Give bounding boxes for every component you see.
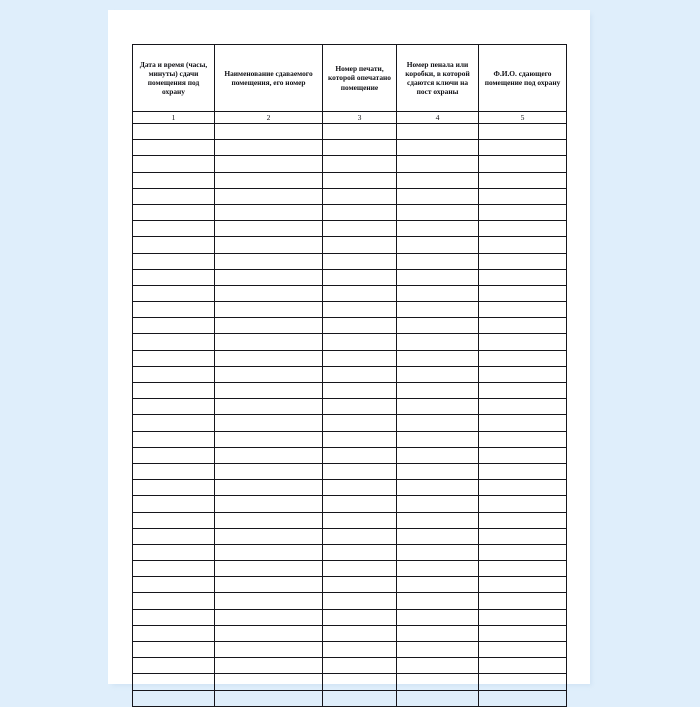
cell-seal-number[interactable] — [323, 577, 397, 593]
cell-person-name[interactable] — [479, 366, 567, 382]
cell-key-case-number[interactable] — [397, 496, 479, 512]
cell-key-case-number[interactable] — [397, 480, 479, 496]
cell-person-name[interactable] — [479, 431, 567, 447]
cell-date-time[interactable] — [133, 156, 215, 172]
table-row[interactable] — [133, 431, 567, 447]
cell-person-name[interactable] — [479, 204, 567, 220]
column-number-2: 2 — [215, 112, 323, 124]
cell-date-time[interactable] — [133, 642, 215, 658]
table-row[interactable] — [133, 302, 567, 318]
cell-room-name[interactable] — [215, 285, 323, 301]
column-number-row — [133, 112, 567, 124]
cell-person-name[interactable] — [479, 512, 567, 528]
cell-key-case-number[interactable] — [397, 431, 479, 447]
register-table — [132, 44, 567, 707]
cell-date-time[interactable] — [133, 188, 215, 204]
table-row[interactable] — [133, 253, 567, 269]
cell-date-time[interactable] — [133, 318, 215, 334]
cell-date-time[interactable] — [133, 463, 215, 479]
table-row[interactable] — [133, 544, 567, 560]
header-row — [133, 45, 567, 112]
table-row[interactable] — [133, 480, 567, 496]
cell-room-name[interactable] — [215, 544, 323, 560]
cell-key-case-number[interactable] — [397, 399, 479, 415]
cell-key-case-number[interactable] — [397, 253, 479, 269]
cell-person-name[interactable] — [479, 269, 567, 285]
form-sheet — [132, 44, 566, 652]
cell-seal-number[interactable] — [323, 512, 397, 528]
cell-room-name[interactable] — [215, 658, 323, 674]
cell-person-name[interactable] — [479, 496, 567, 512]
cell-person-name[interactable] — [479, 544, 567, 560]
cell-key-case-number[interactable] — [397, 642, 479, 658]
cell-room-name[interactable] — [215, 561, 323, 577]
table-row[interactable] — [133, 496, 567, 512]
cell-person-name[interactable] — [479, 674, 567, 690]
cell-person-name[interactable] — [479, 690, 567, 706]
cell-room-name[interactable] — [215, 334, 323, 350]
cell-room-name[interactable] — [215, 625, 323, 641]
cell-person-name[interactable] — [479, 528, 567, 544]
cell-date-time[interactable] — [133, 593, 215, 609]
cell-person-name[interactable] — [479, 302, 567, 318]
cell-key-case-number[interactable] — [397, 156, 479, 172]
cell-seal-number[interactable] — [323, 690, 397, 706]
cell-key-case-number[interactable] — [397, 658, 479, 674]
cell-room-name[interactable] — [215, 528, 323, 544]
table-row[interactable] — [133, 318, 567, 334]
cell-date-time[interactable] — [133, 221, 215, 237]
cell-date-time[interactable] — [133, 658, 215, 674]
table-row[interactable] — [133, 269, 567, 285]
cell-key-case-number[interactable] — [397, 577, 479, 593]
cell-room-name[interactable] — [215, 140, 323, 156]
cell-seal-number[interactable] — [323, 625, 397, 641]
cell-date-time[interactable] — [133, 625, 215, 641]
cell-key-case-number[interactable] — [397, 318, 479, 334]
cell-date-time[interactable] — [133, 544, 215, 560]
table-row[interactable] — [133, 366, 567, 382]
cell-room-name[interactable] — [215, 512, 323, 528]
cell-seal-number[interactable] — [323, 172, 397, 188]
cell-date-time[interactable] — [133, 431, 215, 447]
cell-person-name[interactable] — [479, 221, 567, 237]
cell-key-case-number[interactable] — [397, 140, 479, 156]
cell-seal-number[interactable] — [323, 237, 397, 253]
cell-person-name[interactable] — [479, 480, 567, 496]
cell-date-time[interactable] — [133, 690, 215, 706]
cell-seal-number[interactable] — [323, 124, 397, 140]
cell-room-name[interactable] — [215, 269, 323, 285]
cell-seal-number[interactable] — [323, 463, 397, 479]
cell-person-name[interactable] — [479, 415, 567, 431]
cell-person-name[interactable] — [479, 334, 567, 350]
cell-seal-number[interactable] — [323, 593, 397, 609]
cell-seal-number[interactable] — [323, 334, 397, 350]
cell-room-name[interactable] — [215, 577, 323, 593]
cell-person-name[interactable] — [479, 642, 567, 658]
cell-key-case-number[interactable] — [397, 674, 479, 690]
table-row[interactable] — [133, 188, 567, 204]
cell-seal-number[interactable] — [323, 253, 397, 269]
cell-room-name[interactable] — [215, 318, 323, 334]
cell-room-name[interactable] — [215, 366, 323, 382]
column-header-key-case-number: Номер пенала или коробки, в которой сдаются ключи на пост охраны — [397, 45, 479, 112]
column-header-date-time: Дата и время (часы, минуты) сдачи помещения под охрану — [133, 45, 215, 112]
cell-room-name[interactable] — [215, 674, 323, 690]
cell-key-case-number[interactable] — [397, 204, 479, 220]
table-row[interactable] — [133, 334, 567, 350]
cell-seal-number[interactable] — [323, 528, 397, 544]
cell-room-name[interactable] — [215, 431, 323, 447]
cell-seal-number[interactable] — [323, 496, 397, 512]
cell-room-name[interactable] — [215, 690, 323, 706]
table-row[interactable] — [133, 383, 567, 399]
cell-key-case-number[interactable] — [397, 561, 479, 577]
cell-seal-number[interactable] — [323, 188, 397, 204]
cell-person-name[interactable] — [479, 383, 567, 399]
cell-seal-number[interactable] — [323, 399, 397, 415]
table-row[interactable] — [133, 674, 567, 690]
cell-date-time[interactable] — [133, 124, 215, 140]
cell-date-time[interactable] — [133, 561, 215, 577]
cell-room-name[interactable] — [215, 383, 323, 399]
cell-date-time[interactable] — [133, 383, 215, 399]
cell-key-case-number[interactable] — [397, 625, 479, 641]
cell-key-case-number[interactable] — [397, 447, 479, 463]
table-row[interactable] — [133, 463, 567, 479]
cell-person-name[interactable] — [479, 318, 567, 334]
cell-person-name[interactable] — [479, 350, 567, 366]
cell-date-time[interactable] — [133, 302, 215, 318]
cell-person-name[interactable] — [479, 124, 567, 140]
table-row[interactable] — [133, 528, 567, 544]
cell-key-case-number[interactable] — [397, 237, 479, 253]
cell-room-name[interactable] — [215, 350, 323, 366]
cell-seal-number[interactable] — [323, 366, 397, 382]
cell-person-name[interactable] — [479, 172, 567, 188]
cell-key-case-number[interactable] — [397, 221, 479, 237]
cell-room-name[interactable] — [215, 399, 323, 415]
cell-key-case-number[interactable] — [397, 172, 479, 188]
table-row[interactable] — [133, 172, 567, 188]
cell-key-case-number[interactable] — [397, 366, 479, 382]
column-header-person-name: Ф.И.О. сдающего помещение под охрану — [479, 45, 567, 112]
cell-key-case-number[interactable] — [397, 690, 479, 706]
cell-seal-number[interactable] — [323, 561, 397, 577]
table-row[interactable] — [133, 609, 567, 625]
cell-key-case-number[interactable] — [397, 285, 479, 301]
column-number-5: 5 — [479, 112, 567, 124]
cell-person-name[interactable] — [479, 609, 567, 625]
cell-seal-number[interactable] — [323, 140, 397, 156]
cell-key-case-number[interactable] — [397, 609, 479, 625]
cell-room-name[interactable] — [215, 463, 323, 479]
cell-key-case-number[interactable] — [397, 302, 479, 318]
cell-date-time[interactable] — [133, 512, 215, 528]
cell-person-name[interactable] — [479, 561, 567, 577]
table-row[interactable] — [133, 237, 567, 253]
table-row[interactable] — [133, 399, 567, 415]
cell-date-time[interactable] — [133, 269, 215, 285]
table-row[interactable] — [133, 447, 567, 463]
column-number-4: 4 — [397, 112, 479, 124]
cell-key-case-number[interactable] — [397, 334, 479, 350]
cell-key-case-number[interactable] — [397, 415, 479, 431]
cell-date-time[interactable] — [133, 609, 215, 625]
cell-person-name[interactable] — [479, 140, 567, 156]
column-number-1: 1 — [133, 112, 215, 124]
cell-seal-number[interactable] — [323, 431, 397, 447]
cell-key-case-number[interactable] — [397, 528, 479, 544]
cell-room-name[interactable] — [215, 302, 323, 318]
cell-key-case-number[interactable] — [397, 463, 479, 479]
table-row[interactable] — [133, 690, 567, 706]
cell-key-case-number[interactable] — [397, 512, 479, 528]
cell-room-name[interactable] — [215, 496, 323, 512]
cell-room-name[interactable] — [215, 188, 323, 204]
cell-date-time[interactable] — [133, 204, 215, 220]
table-row[interactable] — [133, 593, 567, 609]
cell-key-case-number[interactable] — [397, 188, 479, 204]
table-row[interactable] — [133, 221, 567, 237]
cell-seal-number[interactable] — [323, 302, 397, 318]
cell-room-name[interactable] — [215, 480, 323, 496]
cell-seal-number[interactable] — [323, 447, 397, 463]
cell-person-name[interactable] — [479, 253, 567, 269]
table-row[interactable] — [133, 124, 567, 140]
cell-seal-number[interactable] — [323, 350, 397, 366]
table-row[interactable] — [133, 577, 567, 593]
cell-person-name[interactable] — [479, 156, 567, 172]
cell-person-name[interactable] — [479, 463, 567, 479]
table-row[interactable] — [133, 415, 567, 431]
cell-key-case-number[interactable] — [397, 544, 479, 560]
cell-seal-number[interactable] — [323, 383, 397, 399]
cell-seal-number[interactable] — [323, 642, 397, 658]
document-page — [108, 10, 590, 684]
cell-seal-number[interactable] — [323, 609, 397, 625]
cell-seal-number[interactable] — [323, 674, 397, 690]
table-row[interactable] — [133, 140, 567, 156]
table-row[interactable] — [133, 285, 567, 301]
cell-room-name[interactable] — [215, 221, 323, 237]
cell-person-name[interactable] — [479, 658, 567, 674]
cell-room-name[interactable] — [215, 172, 323, 188]
cell-date-time[interactable] — [133, 480, 215, 496]
cell-room-name[interactable] — [215, 253, 323, 269]
cell-room-name[interactable] — [215, 415, 323, 431]
cell-date-time[interactable] — [133, 447, 215, 463]
table-row[interactable] — [133, 350, 567, 366]
cell-person-name[interactable] — [479, 285, 567, 301]
cell-date-time[interactable] — [133, 334, 215, 350]
table-row[interactable] — [133, 642, 567, 658]
column-header-room-name: Наименование сдаваемого помещения, его номер — [215, 45, 323, 112]
cell-seal-number[interactable] — [323, 204, 397, 220]
cell-date-time[interactable] — [133, 528, 215, 544]
cell-date-time[interactable] — [133, 172, 215, 188]
cell-room-name[interactable] — [215, 593, 323, 609]
cell-seal-number[interactable] — [323, 544, 397, 560]
cell-room-name[interactable] — [215, 447, 323, 463]
cell-room-name[interactable] — [215, 124, 323, 140]
cell-key-case-number[interactable] — [397, 124, 479, 140]
cell-date-time[interactable] — [133, 350, 215, 366]
cell-key-case-number[interactable] — [397, 593, 479, 609]
cell-seal-number[interactable] — [323, 318, 397, 334]
table-row[interactable] — [133, 512, 567, 528]
cell-date-time[interactable] — [133, 577, 215, 593]
cell-room-name[interactable] — [215, 237, 323, 253]
cell-person-name[interactable] — [479, 188, 567, 204]
table-header — [133, 45, 567, 124]
cell-date-time[interactable] — [133, 366, 215, 382]
table-row[interactable] — [133, 625, 567, 641]
cell-seal-number[interactable] — [323, 156, 397, 172]
cell-person-name[interactable] — [479, 447, 567, 463]
cell-room-name[interactable] — [215, 156, 323, 172]
cell-date-time[interactable] — [133, 674, 215, 690]
table-row[interactable] — [133, 156, 567, 172]
cell-date-time[interactable] — [133, 496, 215, 512]
cell-seal-number[interactable] — [323, 269, 397, 285]
cell-room-name[interactable] — [215, 204, 323, 220]
cell-key-case-number[interactable] — [397, 269, 479, 285]
column-header-seal-number: Номер печати, которой опечатано помещение — [323, 45, 397, 112]
table-row[interactable] — [133, 561, 567, 577]
cell-seal-number[interactable] — [323, 221, 397, 237]
table-row[interactable] — [133, 658, 567, 674]
cell-room-name[interactable] — [215, 642, 323, 658]
cell-date-time[interactable] — [133, 415, 215, 431]
cell-person-name[interactable] — [479, 577, 567, 593]
cell-date-time[interactable] — [133, 285, 215, 301]
cell-person-name[interactable] — [479, 399, 567, 415]
column-number-3: 3 — [323, 112, 397, 124]
cell-person-name[interactable] — [479, 625, 567, 641]
cell-key-case-number[interactable] — [397, 383, 479, 399]
cell-seal-number[interactable] — [323, 658, 397, 674]
cell-seal-number[interactable] — [323, 285, 397, 301]
cell-key-case-number[interactable] — [397, 350, 479, 366]
table-row[interactable] — [133, 204, 567, 220]
cell-seal-number[interactable] — [323, 415, 397, 431]
cell-date-time[interactable] — [133, 140, 215, 156]
cell-date-time[interactable] — [133, 237, 215, 253]
table-body — [133, 124, 567, 707]
cell-date-time[interactable] — [133, 399, 215, 415]
cell-person-name[interactable] — [479, 237, 567, 253]
cell-date-time[interactable] — [133, 253, 215, 269]
cell-room-name[interactable] — [215, 609, 323, 625]
cell-person-name[interactable] — [479, 593, 567, 609]
cell-seal-number[interactable] — [323, 480, 397, 496]
